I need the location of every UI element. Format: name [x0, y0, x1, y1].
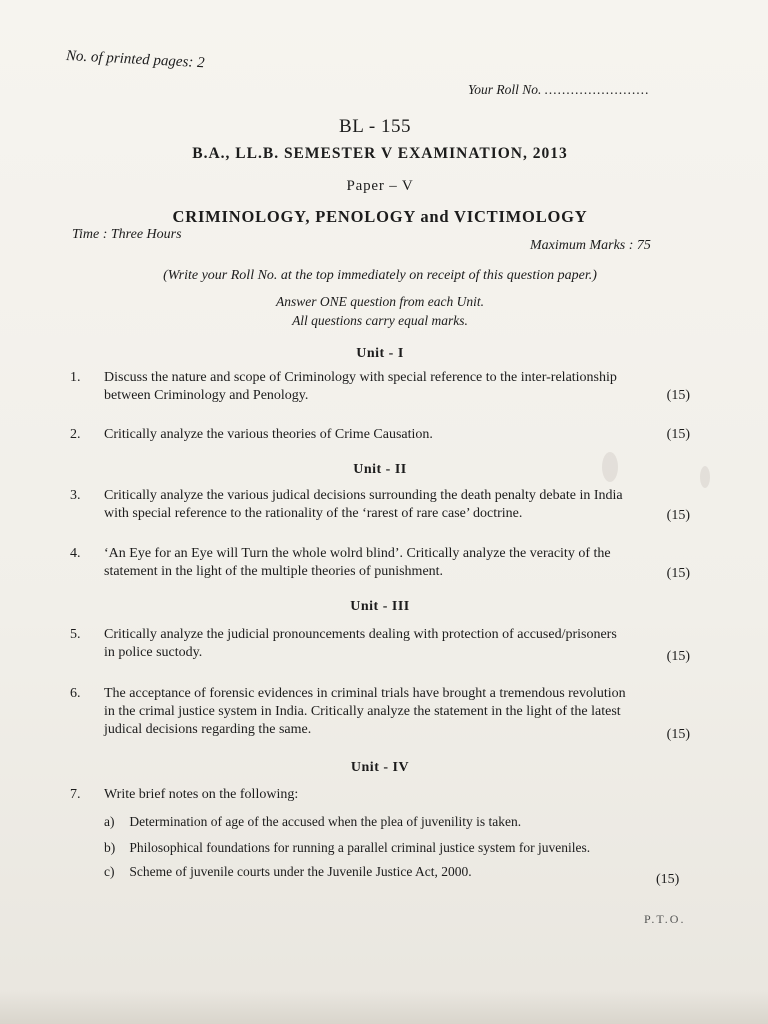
roll-number-blank: ........................: [544, 82, 650, 97]
sub-question-label: a): [104, 814, 115, 829]
subject-title: CRIMINOLOGY, PENOLOGY and VICTIMOLOGY: [172, 207, 588, 226]
question-7: [70, 786, 690, 806]
question-text-line: with special reference to the rationality of the ‘rarest of rare case’ doctrine.: [104, 506, 523, 521]
paper-code: BL - 155: [339, 116, 411, 137]
question-5: [70, 626, 690, 666]
question-text-line: Write brief notes on the following:: [104, 787, 299, 802]
question-text-line: Critically analyze the judicial pronouncements dealing with protection of accused/prisoners: [104, 627, 617, 642]
sub-question-text: Philosophical foundations for running a parallel criminal justice system for juveniles.: [129, 840, 591, 855]
question-text-line: in the crimal justice system in India. Critically analyze the statement in the light of the latest: [104, 704, 621, 719]
maximum-marks: Maximum Marks : 75: [530, 238, 651, 253]
question-text-line: Critically analyze the various theories of Crime Causation.: [104, 427, 433, 442]
unit-heading-2: Unit - II: [353, 462, 407, 477]
sub-question-a: [104, 814, 521, 830]
question-text-line: judical decisions regarding the same.: [104, 722, 312, 737]
unit-heading-4: Unit - IV: [350, 760, 410, 775]
page-turn-over-note: P.T.O.: [644, 912, 686, 926]
question-text-line: Critically analyze the various judical decisions surrounding the death penalty debate in India: [104, 488, 623, 503]
question-number: 4.: [70, 546, 81, 561]
question-number: 1.: [70, 370, 81, 385]
exam-title: B.A., LL.B. SEMESTER V EXAMINATION, 2013: [192, 145, 568, 162]
question-text-line: ‘An Eye for an Eye will Turn the whole wolrd blind’. Critically analyze the veracity of the: [104, 546, 611, 561]
question-marks: (15): [666, 427, 690, 442]
question-number: 2.: [70, 427, 81, 442]
printed-pages-note: No. of printed pages: 2: [65, 48, 206, 72]
roll-instruction: (Write your Roll No. at the top immediately on receipt of this question paper.): [163, 268, 597, 283]
unit-heading-3: Unit - III: [350, 599, 410, 614]
question-marks: (15): [666, 649, 690, 664]
sub-question-c: [104, 864, 472, 880]
question-marks: (15): [666, 566, 690, 581]
paper-number: Paper – V: [346, 178, 414, 194]
scan-smudge: [700, 466, 710, 488]
question-2: [70, 426, 690, 446]
question-marks: (15): [666, 727, 690, 742]
marks-instruction: All questions carry equal marks.: [292, 313, 468, 328]
question-7-marks: (15): [656, 872, 680, 887]
roll-number-line: [468, 82, 650, 98]
question-number: 6.: [70, 686, 81, 701]
question-number: 5.: [70, 627, 81, 642]
question-3: [70, 487, 690, 527]
question-marks: (15): [666, 508, 690, 523]
sub-question-text: Determination of age of the accused when the plea of juvenility is taken.: [129, 814, 522, 829]
question-text-line: between Criminology and Penology.: [104, 388, 309, 403]
question-text-line: The acceptance of forensic evidences in criminal trials have brought a tremendous revolution: [104, 686, 626, 701]
question-4: [70, 545, 690, 585]
roll-number-label: Your Roll No.: [468, 82, 542, 97]
question-1: [70, 369, 690, 409]
question-6: [70, 685, 690, 745]
question-text-line: in police suctody.: [104, 645, 203, 660]
question-number: 3.: [70, 488, 81, 503]
sub-question-label: b): [104, 840, 116, 855]
scan-bottom-shadow: [0, 990, 768, 1024]
answer-instruction: Answer ONE question from each Unit.: [276, 294, 484, 309]
question-text-line: statement in the light of the multiple theories of punishment.: [104, 564, 444, 579]
scan-smudge: [602, 452, 618, 482]
question-text-line: Discuss the nature and scope of Criminology with special reference to the inter-relationship: [104, 370, 617, 385]
time-allowed: Time : Three Hours: [72, 227, 182, 242]
unit-heading-1: Unit - I: [356, 346, 404, 361]
sub-question-text: Scheme of juvenile courts under the Juvenile Justice Act, 2000.: [129, 864, 472, 879]
question-marks: (15): [666, 388, 690, 403]
question-number: 7.: [70, 787, 81, 802]
sub-question-b: [104, 840, 590, 856]
sub-question-label: c): [104, 864, 115, 879]
